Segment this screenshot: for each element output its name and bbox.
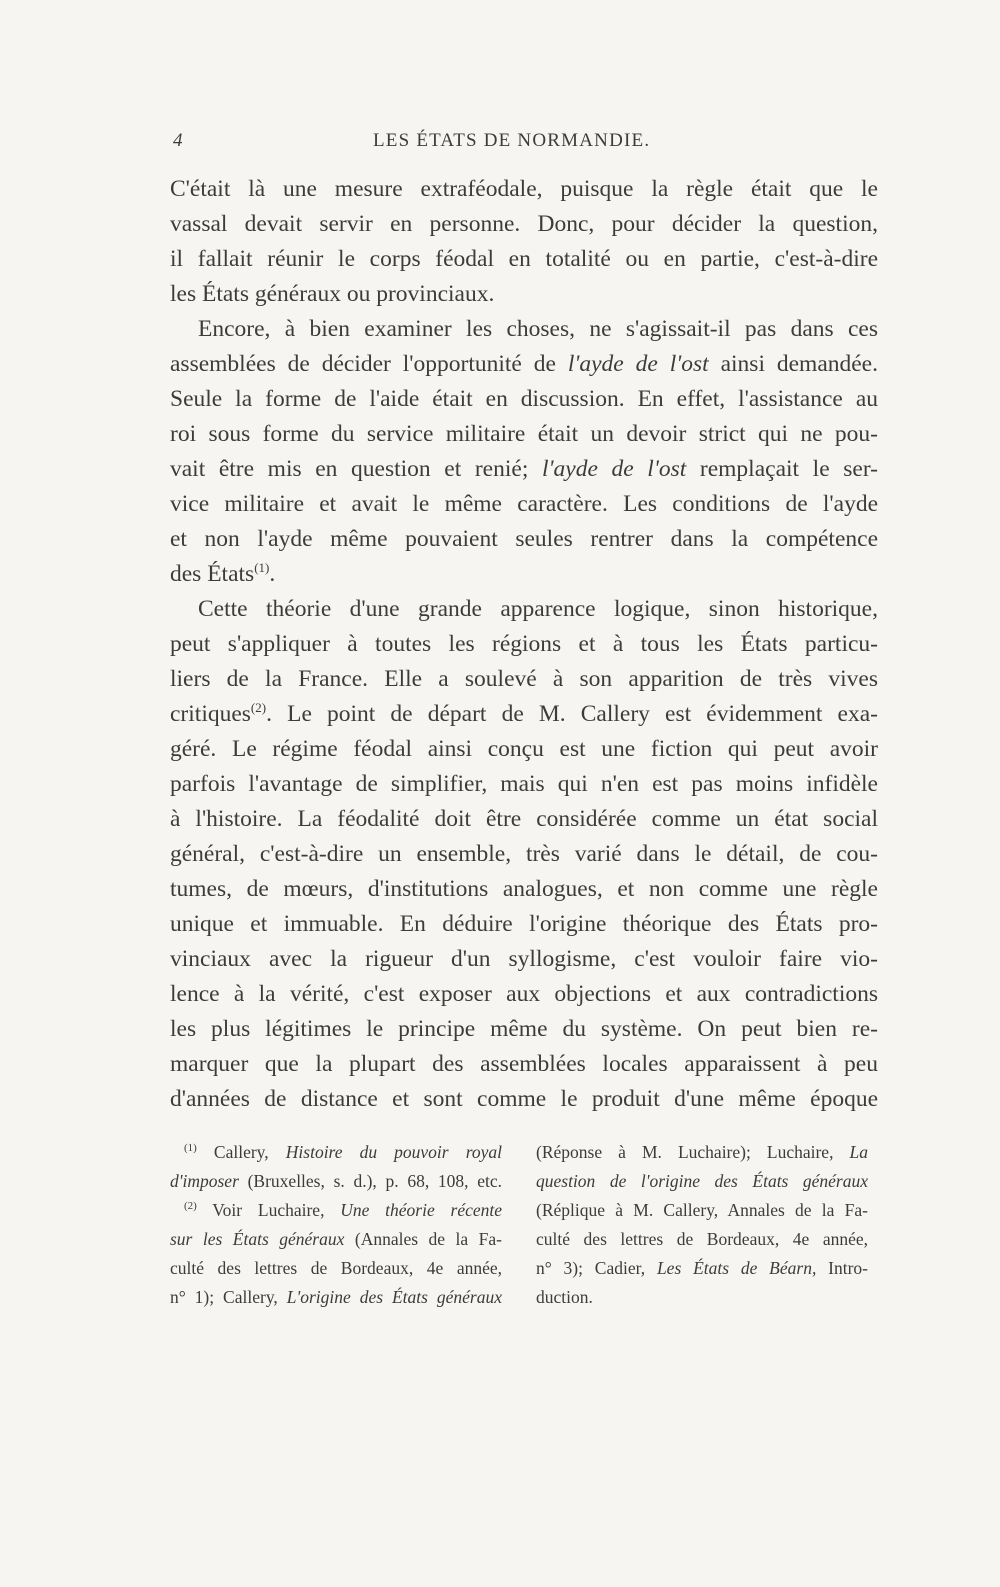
footnote-mark: (2) <box>184 1200 197 1212</box>
footnotes-right-column <box>536 1138 868 1312</box>
text-line: peut s'appliquer à toutes les régions et à tous les États particu- <box>170 631 878 657</box>
footnote-ref: (1) <box>254 560 270 575</box>
footnote-line: (Réplique à M. Callery, Annales de la Fa- <box>536 1200 868 1220</box>
text-line: à l'histoire. La féodalité doit être considérée comme un état social <box>170 806 878 832</box>
text-line: marquer que la plupart des assemblées locales apparaissent à peu <box>170 1051 878 1077</box>
text-line: géré. Le régime féodal ainsi conçu est une fiction qui peut avoir <box>170 736 878 762</box>
text-line: d'années de distance et sont comme le produit d'une même époque <box>170 1086 878 1112</box>
footnote-mark: (1) <box>184 1142 197 1154</box>
footnotes-left-column <box>170 1138 502 1312</box>
text-line: vinciaux avec la rigueur d'un syllogisme, c'est vouloir faire vio- <box>170 946 878 972</box>
footnote-line: n° 3); Cadier, Les États de Béarn, Intro- <box>536 1258 868 1278</box>
body-text <box>170 172 878 1117</box>
text-line: C'était là une mesure extraféodale, puisque la règle était que le <box>170 176 878 202</box>
text-line: Seule la forme de l'aide était en discussion. En effet, l'assistance au <box>170 386 878 412</box>
text-line: critiques$^{(2)}$. Le point de départ de M. Callery est évidemment exa- <box>170 700 878 727</box>
text-line: tumes, de mœurs, d'institutions analogues, et non comme une règle <box>170 876 878 902</box>
footnote-line: n° 1); Callery, L'origine des États généraux <box>170 1287 502 1307</box>
text-line: vassal devait servir en personne. Donc, pour décider la question, <box>170 211 878 237</box>
text-line: vait être mis en question et renié; l'ayde de l'ost remplaçait le ser- <box>170 456 878 482</box>
footnote-line: question de l'origine des États généraux <box>536 1171 868 1191</box>
text-line: vice militaire et avait le même caractère. Les conditions de l'ayde <box>170 491 878 517</box>
text-line: et non l'ayde même pouvaient seules rentrer dans la compétence <box>170 526 878 552</box>
text-line: des États$^{(1)}$. <box>170 560 276 587</box>
running-title: LES ÉTATS DE NORMANDIE. <box>373 130 651 151</box>
paragraph-start-line: Encore, à bien examiner les choses, ne s'agissait-il pas dans ces <box>198 316 878 342</box>
footnote-line: $^{(1)}$ Callery, Histoire du pouvoir royal <box>184 1142 502 1162</box>
text-line: unique et immuable. En déduire l'origine théorique des États pro- <box>170 911 878 937</box>
page-number: 4 <box>173 130 184 151</box>
running-head <box>173 130 878 160</box>
text-line: assemblées de décider l'opportunité de l'ayde de l'ost ainsi demandée. <box>170 351 878 377</box>
text-line: roi sous forme du service militaire était un devoir strict qui ne pou- <box>170 421 878 447</box>
text-line: les plus légitimes le principe même du système. On peut bien re- <box>170 1016 878 1042</box>
footnote-ref: (2) <box>250 700 267 715</box>
text-line: parfois l'avantage de simplifier, mais qui n'en est pas moins infidèle <box>170 771 878 797</box>
text-line: liers de la France. Elle a soulevé à son apparition de très vives <box>170 666 878 692</box>
paragraph-start-line: Cette théorie d'une grande apparence logique, sinon historique, <box>198 596 878 622</box>
footnote-line: culté des lettres de Bordeaux, 4e année, <box>536 1229 868 1249</box>
footnote-line: d'imposer (Bruxelles, s. d.), p. 68, 108, etc. <box>170 1171 502 1191</box>
text-line: il fallait réunir le corps féodal en totalité ou en partie, c'est-à-dire <box>170 246 878 272</box>
footnote-line: $^{(2)}$ Voir Luchaire, Une théorie récente <box>184 1200 503 1220</box>
footnote-line: culté des lettres de Bordeaux, 4e année, <box>170 1258 502 1278</box>
footnote-line: (Réponse à M. Luchaire); Luchaire, La <box>536 1142 868 1162</box>
text-line: lence à la vérité, c'est exposer aux objections et aux contradictions <box>170 981 878 1007</box>
footnote-line: duction. <box>536 1287 593 1307</box>
italic-term: l'ayde de l'ost <box>567 351 709 377</box>
italic-term: l'ayde de l'ost <box>541 456 687 482</box>
footnote-line: sur les États généraux (Annales de la Fa- <box>170 1229 502 1249</box>
text-line: les États généraux ou provinciaux. <box>170 281 495 307</box>
text-line: général, c'est-à-dire un ensemble, très varié dans le détail, de cou- <box>170 841 878 867</box>
